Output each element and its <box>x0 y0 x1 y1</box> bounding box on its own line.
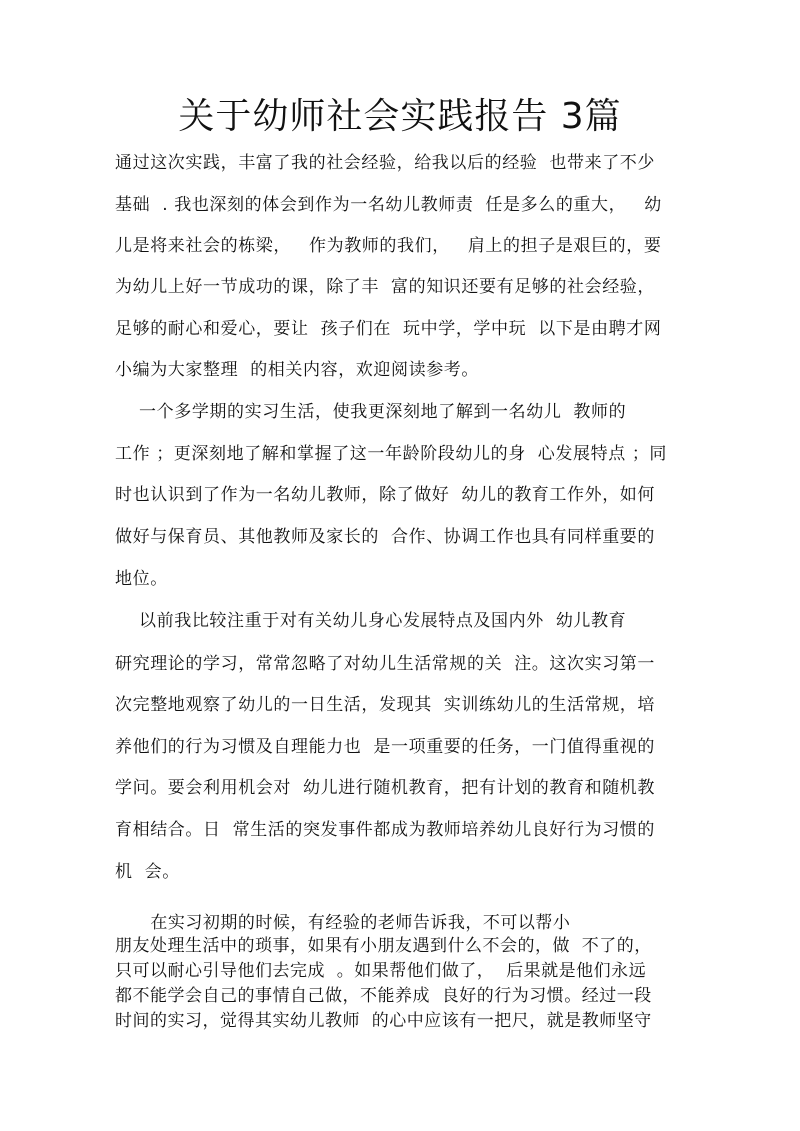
paragraph-1-line-2: 基础 . 我也深刻的体会到作为一名幼儿教师责 任是多么的重大， 幼 <box>115 195 662 215</box>
paragraph-4-line-4: 都不能学会自己的事情自己做，不能养成 良好的行为习惯。经过一段 <box>115 986 652 1006</box>
paragraph-4-line-1: 在实习初期的时候，有经验的老师告诉我，不可以帮小 <box>115 913 571 933</box>
document-title: 关于幼师社会实践报告 3篇 <box>178 96 622 137</box>
paragraph-1-line-3: 儿是将来社会的栋梁， 作为教师的我们， 肩上的担子是艰巨的，要 <box>115 236 662 256</box>
paragraph-2-line-5: 地位。 <box>115 569 168 589</box>
paragraph-1-line-5: 足够的耐心和爱心，要让 孩子们在 玩中学，学中玩 以下是由聘才网 <box>115 319 662 339</box>
paragraph-2-line-2: 工作 ；更深刻地了解和掌握了这一年龄阶段幼儿的身 心发展特点 ；同 <box>115 444 668 464</box>
paragraph-2-line-4: 做好与保育员、其他教师及家长的 合作、协调工作也具有同样重要的 <box>115 527 656 547</box>
paragraph-4-line-5: 时间的实习，觉得其实幼儿教师 的心中应该有一把尺，就是教师坚守 <box>115 1011 652 1031</box>
paragraph-1-line-6: 小编为大家整理 的相关内容，欢迎阅读参考。 <box>115 360 480 380</box>
paragraph-3-line-1: 以前我比较注重于对有关幼儿身心发展特点及国内外 幼儿教育 <box>115 611 627 631</box>
paragraph-1-line-4: 为幼儿上好一节成功的课，除了丰 富的知识还要有足够的社会经验， <box>115 277 656 297</box>
paragraph-3-line-5: 学问。要会利用机会对 幼儿进行随机教育，把有计划的教育和随机教 <box>115 778 656 798</box>
paragraph-3-line-2: 研究理论的学习，常常忽略了对幼儿生活常规的关 注。这次实习第一 <box>115 654 656 674</box>
paragraph-3-line-4: 养他们的行为习惯及自理能力也 是一项重要的任务，一门值得重视的 <box>115 737 656 757</box>
paragraph-1-line-1: 通过这次实践，丰富了我的社会经验，给我以后的经验 也带来了不少 <box>115 153 656 173</box>
paragraph-3-line-3: 次完整地观察了幼儿的一日生活，发现其 实训练幼儿的生活常规，培 <box>115 695 656 715</box>
paragraph-3-line-7: 机 会。 <box>115 862 180 882</box>
paragraph-4-line-3: 只可以耐心引导他们去完成 。如果帮他们做了， 后果就是他们永远 <box>115 961 647 981</box>
paragraph-2-line-3: 时也认识到了作为一名幼儿教师，除了做好 幼儿的教育工作外，如何 <box>115 485 656 505</box>
paragraph-2-line-1: 一个多学期的实习生活，使我更深刻地了解到一名幼儿 教师的 <box>115 402 627 422</box>
paragraph-3-line-6: 育相结合。日 常生活的突发事件都成为教师培养幼儿良好行为习惯的 <box>115 820 656 840</box>
paragraph-4-line-2: 朋友处理生活中的琐事，如果有小朋友遇到什么不会的，做 不了的， <box>115 936 652 956</box>
